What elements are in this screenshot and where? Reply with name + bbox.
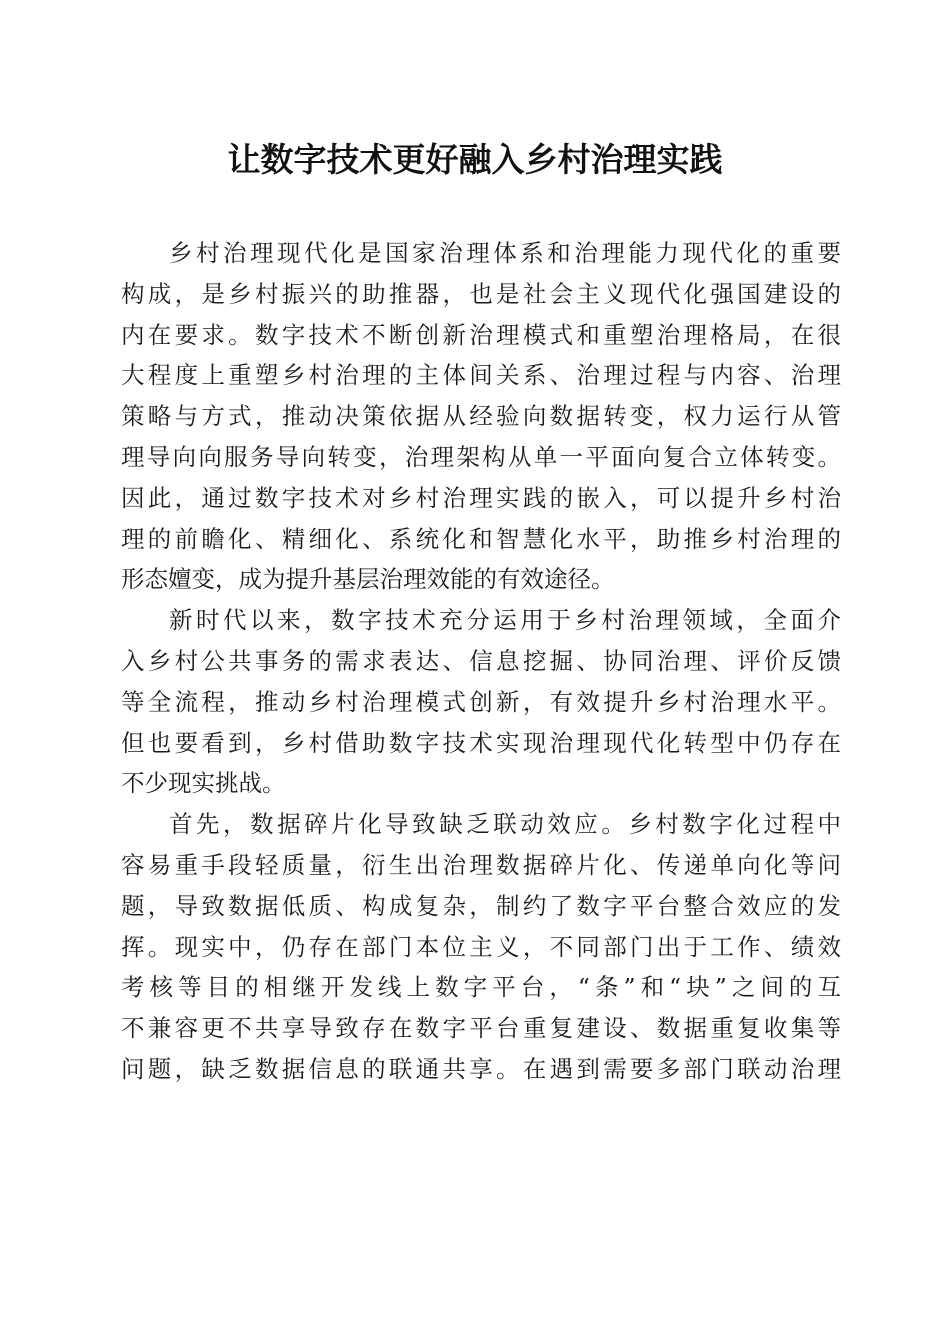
text-line: 挥。现实中，仍存在部门本位主义，不同部门出于工作、绩效: [121, 932, 841, 961]
text-line: 构成，是乡村振兴的助推器，也是社会主义现代化强国建设的: [121, 279, 841, 308]
text-line: 不兼容更不共享导致存在数字平台重复建设、数据重复收集等: [121, 1014, 841, 1043]
text-line: 问题，缺乏数据信息的联通共享。在遇到需要多部门联动治理: [121, 1054, 841, 1083]
text-line: 内在要求。数字技术不断创新治理模式和重塑治理格局，在很: [121, 320, 841, 349]
paragraph-1: [121, 233, 841, 600]
article-body: [121, 233, 841, 1090]
text-line: 容易重手段轻质量，衍生出治理数据碎片化、传递单向化等问: [121, 850, 841, 879]
text-line: 不少现实挑战。: [121, 769, 286, 798]
text-line: 策略与方式，推动决策依据从经验向数据转变，权力运行从管: [121, 402, 841, 431]
text-line: 理的前瞻化、精细化、系统化和智慧化水平，助推乡村治理的: [121, 524, 841, 553]
paragraph-2: [121, 600, 841, 804]
text-line: 理导向向服务导向转变，治理架构从单一平面向复合立体转变。: [121, 442, 841, 471]
text-line: 乡村治理现代化是国家治理体系和治理能力现代化的重要: [169, 239, 841, 267]
page-title: 让数字技术更好融入乡村治理实践: [227, 140, 723, 179]
text-line: 大程度上重塑乡村治理的主体间关系、治理过程与内容、治理: [121, 361, 841, 390]
paragraph-3: [121, 804, 841, 1090]
text-line: 但也要看到，乡村借助数字技术实现治理现代化转型中仍存在: [121, 728, 841, 757]
text-line: 因此，通过数字技术对乡村治理实践的嵌入，可以提升乡村治: [121, 483, 841, 512]
text-line: 入乡村公共事务的需求表达、信息挖掘、协同治理、评价反馈: [121, 646, 841, 675]
text-line: 题，导致数据低质、构成复杂，制约了数字平台整合效应的发: [121, 891, 841, 920]
text-line: 形态嬗变，成为提升基层治理效能的有效途径。: [121, 565, 615, 594]
text-line: 考核等目的相继开发线上数字平台，“条”和“块”之间的互: [121, 973, 841, 1002]
text-line: 等全流程，推动乡村治理模式创新，有效提升乡村治理水平。: [121, 687, 841, 716]
text-line: 首先，数据碎片化导致缺乏联动效应。乡村数字化过程中: [169, 810, 841, 839]
text-line: 新时代以来，数字技术充分运用于乡村治理领域，全面介: [169, 606, 841, 635]
